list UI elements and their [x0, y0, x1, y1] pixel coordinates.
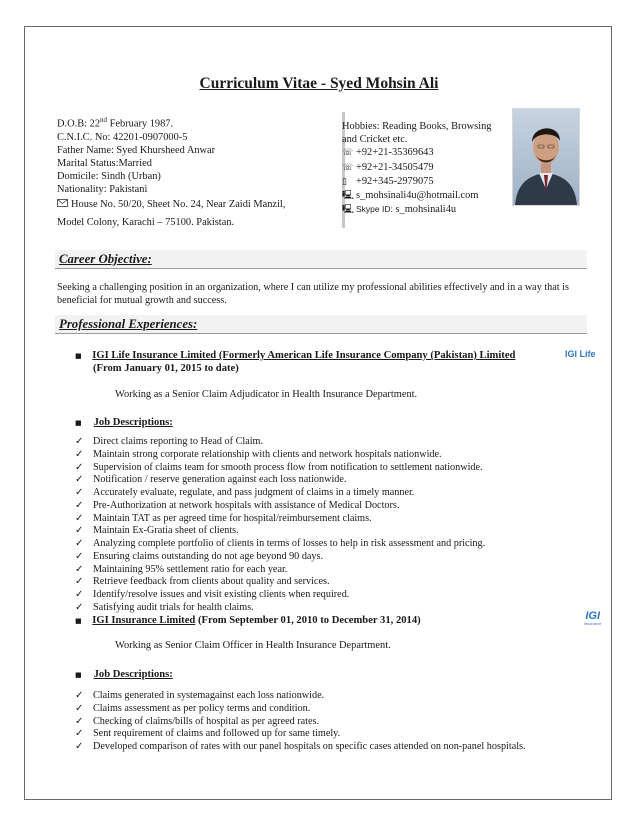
- duty-text: Retrieve feedback from clients about quality and services.: [93, 576, 330, 588]
- dob: D.O.B: 22nd February 1987.: [57, 116, 174, 130]
- duty-item: [75, 741, 526, 754]
- personal-info: [57, 114, 285, 229]
- duty-text: Notification / reserve generation against each loss nationwide.: [93, 474, 347, 486]
- checkmark-icon: ✓: [75, 461, 84, 473]
- duty-item: [75, 716, 526, 729]
- duty-item: [75, 551, 485, 564]
- address-line-2: Model Colony, Karachi – 75100. Pakistan.: [57, 216, 235, 228]
- duty-text: Direct claims reporting to Head of Claim.: [93, 436, 264, 447]
- duty-item: [75, 436, 485, 449]
- domicile: Domicile: Sindh (Urban): [57, 171, 161, 183]
- duty-text: Maintain TAT as per agreed time for hospital/reimbursement claims.: [93, 512, 372, 524]
- square-bullet-icon: ■: [75, 617, 82, 625]
- job-2-description-heading: ■ Job Descriptions:: [75, 669, 173, 680]
- envelope-icon: [57, 199, 71, 212]
- duty-text: Supervision of claims team for smooth process flow from notification to settlement nationwide.: [93, 461, 483, 473]
- duty-item: [75, 474, 485, 487]
- duty-text: Claims generated in systemagainst each loss nationwide.: [93, 690, 325, 701]
- checkmark-icon: ✓: [75, 448, 84, 460]
- hobbies-line-1: Hobbies: Reading Books, Browsing: [342, 121, 492, 132]
- duty-text: Pre-Authorization at network hospitals with assistance of Medical Doctors.: [93, 499, 400, 511]
- duty-item: [75, 513, 485, 526]
- hobbies-line-2: and Cricket etc.: [342, 134, 408, 146]
- duty-text: Checking of claims/bills of hospital as per agreed rates.: [93, 715, 320, 727]
- duty-item: [75, 525, 485, 538]
- square-bullet-icon: ■: [75, 671, 82, 679]
- checkmark-icon: ✓: [75, 499, 84, 511]
- marital-status: Marital Status:Married: [57, 158, 152, 170]
- professional-experiences-heading: Professional Experiences:: [55, 315, 587, 334]
- checkmark-icon: ✓: [75, 512, 84, 524]
- duty-text: Satisfying audit trials for health claims.: [93, 601, 254, 613]
- page-title: Curriculum Vitae - Syed Mohsin Ali: [199, 75, 439, 92]
- checkmark-icon: ✓: [75, 715, 84, 727]
- duty-text: Maintain strong corporate relationship with clients and network hospitals nationwide.: [93, 448, 442, 460]
- duty-text: Developed comparison of rates with our panel hospitals on specific cases attended on non-panel hospitals.: [93, 741, 526, 752]
- duty-item: [75, 538, 485, 551]
- duty-item: [75, 690, 526, 703]
- duty-item: [75, 487, 485, 500]
- checkmark-icon: ✓: [75, 702, 84, 714]
- computer-icon: 🖳: [342, 205, 355, 216]
- job-2-duties-list: [75, 690, 526, 754]
- checkmark-icon: ✓: [75, 436, 84, 447]
- nationality: Nationality: Pakistani: [57, 184, 148, 196]
- duty-text: Maintain Ex-Gratia sheet of clients.: [93, 525, 239, 537]
- square-bullet-icon: ■: [75, 352, 82, 360]
- career-objective-text: Seeking a challenging position in an organization, where I can utilize my professional abilities effectively and in a way that is beneficial for mutual growth and success.: [57, 282, 569, 306]
- checkmark-icon: ✓: [75, 474, 84, 486]
- profile-photo: [512, 108, 580, 206]
- duty-item: [75, 589, 485, 602]
- job-2-role: Working as Senior Claim Officer in Health Insurance Department.: [115, 640, 391, 651]
- duty-item: [75, 500, 485, 513]
- duty-item: [75, 703, 526, 716]
- duty-item: [75, 576, 485, 589]
- checkmark-icon: ✓: [75, 525, 84, 537]
- duty-text: Claims assessment as per policy terms and condition.: [93, 702, 311, 714]
- duty-item: [75, 602, 485, 615]
- job-2-company: ■ IGI Insurance Limited (From September 01, 2010 to December 31, 2014): [75, 615, 421, 626]
- contact-info: [342, 120, 492, 217]
- email: 🖳 s_mohsinali4u@hotmail.com: [342, 189, 492, 203]
- duty-text: Sent requirement of claims and followed up for same timely.: [93, 728, 341, 740]
- duty-text: Identify/resolve issues and visit existing clients when required.: [93, 589, 350, 600]
- igi-insurance-logo: IGI insurance: [584, 610, 602, 626]
- cnic: C.N.I.C. No: 42201-0907000-5: [57, 131, 188, 143]
- duty-text: Analyzing complete portfolio of clients in terms of losses to help in risk assessment and pricing.: [93, 538, 486, 549]
- checkmark-icon: ✓: [75, 589, 84, 600]
- address-line-1: House No. 50/20, Sheet No. 24, Near Zaidi Manzil,: [57, 198, 285, 212]
- checkmark-icon: ✓: [75, 487, 84, 498]
- phone-2: ☏ +92+21-34505479: [342, 161, 492, 175]
- duty-text: Accurately evaluate, regulate, and pass judgment of claims in a timely manner.: [93, 487, 415, 498]
- checkmark-icon: ✓: [75, 741, 84, 752]
- skype: 🖳 Skype ID: s_mohsinali4u: [342, 203, 492, 217]
- duty-item: [75, 462, 485, 475]
- job-1-company: ■ IGI Life Insurance Limited (Formerly American Life Insurance Company (Pakistan) Limited: [75, 350, 516, 361]
- duty-text: Ensuring claims outstanding do not age beyond 90 days.: [93, 550, 324, 562]
- job-1-period: (From January 01, 2015 to date): [93, 363, 239, 374]
- job-1-duties-list: [75, 436, 485, 615]
- father-name: Father Name: Syed Khursheed Anwar: [57, 144, 216, 156]
- checkmark-icon: ✓: [75, 538, 84, 549]
- computer-icon: 🖳: [342, 191, 355, 202]
- igi-life-logo: IGI Life: [565, 349, 596, 359]
- telephone-icon: ☏: [342, 162, 354, 173]
- telephone-icon: ☏: [342, 148, 354, 159]
- duty-item: [75, 564, 485, 577]
- duty-item: [75, 728, 526, 741]
- square-bullet-icon: ■: [75, 419, 82, 427]
- checkmark-icon: ✓: [75, 576, 84, 588]
- checkmark-icon: ✓: [75, 690, 84, 701]
- phone-1: ☏ +92+21-35369643: [342, 146, 492, 160]
- duty-text: Maintaining 95% settlement ratio for each year.: [93, 563, 288, 575]
- job-1-role: Working as a Senior Claim Adjudicator in Health Insurance Department.: [115, 389, 418, 400]
- checkmark-icon: ✓: [75, 550, 84, 562]
- checkmark-icon: ✓: [75, 601, 84, 613]
- mobile: ▯ +92+345-2979075: [342, 175, 492, 189]
- job-1-description-heading: ■ Job Descriptions:: [75, 417, 173, 428]
- checkmark-icon: ✓: [75, 728, 84, 740]
- duty-item: [75, 449, 485, 462]
- career-objective-heading: Career Objective:: [55, 250, 587, 269]
- checkmark-icon: ✓: [75, 563, 84, 575]
- mobile-phone-icon: ▯: [342, 176, 347, 187]
